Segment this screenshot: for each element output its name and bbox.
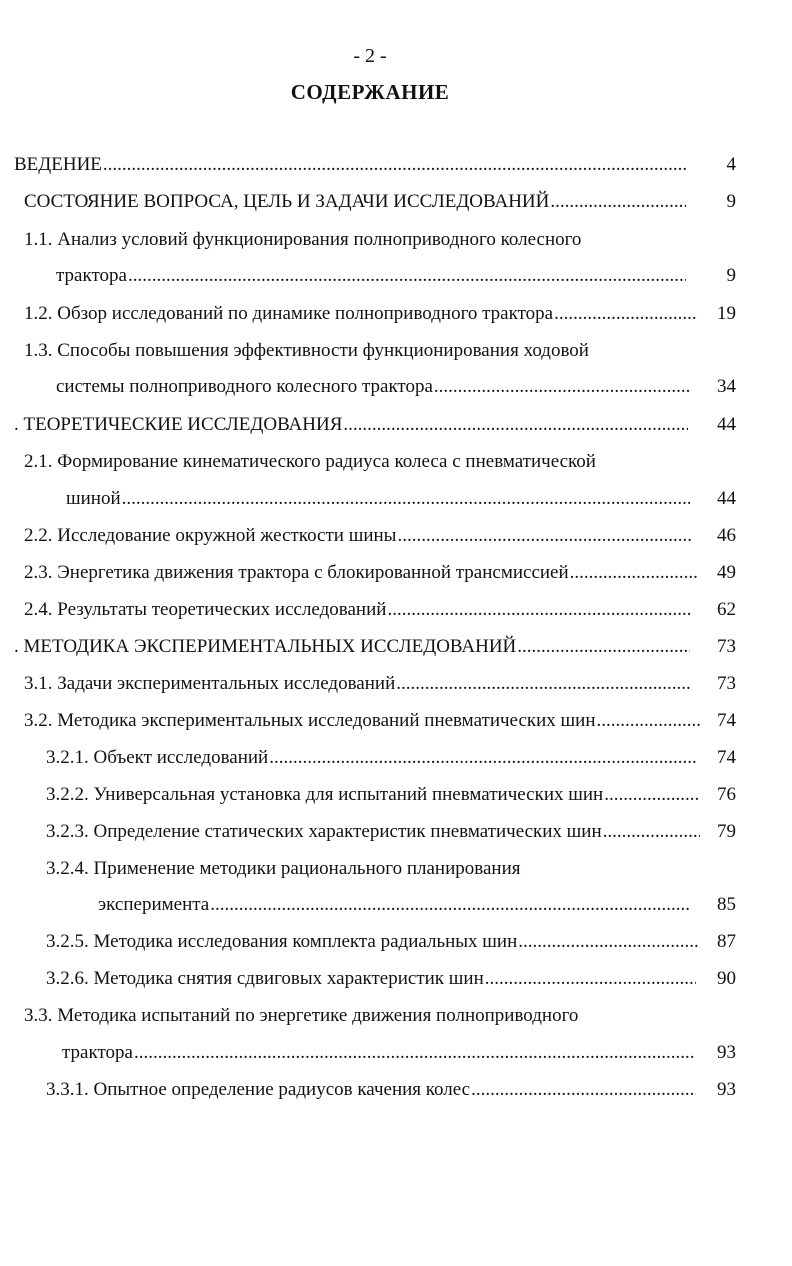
toc-entry-page: 44 [717,488,736,509]
toc-entry-page: 19 [717,303,736,324]
toc-entry-text: эксперимента [98,894,210,915]
toc-leader-dots [604,782,700,808]
toc-entry-text: шиной [66,488,121,509]
toc-entry-page: 9 [726,191,736,212]
toc-entry-page: 34 [717,376,736,397]
toc-leader-dots [103,152,686,178]
toc-entry-3-2-4-first-line: 3.2.4. Применение методики рационального планирования [46,858,521,879]
toc-entry-text: 2.4. Результаты теоретических исследований [24,599,387,620]
toc-entry-page: 62 [717,599,736,620]
toc-entry-1-1-first-line: 1.1. Анализ условий функционирования полноприводного колесного [24,229,582,250]
toc-leader-dots [517,634,690,660]
toc-entry-text: 3.2.2. Универсальная установка для испытаний пневматических шин [46,784,604,805]
toc-entry-text: 3.2.6. Методика снятия сдвиговых характеристик шин [46,968,484,989]
toc-leader-dots [343,412,688,438]
toc-entry-1-1 [56,263,686,289]
toc-entry-text: 3.2. Методика экспериментальных исследований пневматических шин [24,710,596,731]
toc-leader-dots [387,597,692,623]
toc-entry-page: 4 [726,154,736,175]
toc-leader-dots [518,929,698,955]
toc-entry-page: 85 [717,894,736,915]
toc-leader-dots [396,671,690,697]
toc-entry-chapter-2 [14,412,688,438]
toc-entry-2-3 [24,560,698,586]
toc-entry-page: 74 [717,710,736,731]
toc-entry-3-3-1 [46,1077,696,1103]
toc-entry-page: 74 [717,747,736,768]
toc-leader-dots [122,486,690,512]
toc-entry-text: . МЕТОДИКА ЭКСПЕРИМЕНТАЛЬНЫХ ИССЛЕДОВАНИЙ [14,636,517,657]
toc-leader-dots [128,263,686,289]
toc-entry-3-2-3 [46,819,700,845]
toc-entry-text: 3.2.1. Объект исследований [46,747,269,768]
toc-entry-page: 87 [717,931,736,952]
toc-entry-text: 3.3.1. Опытное определение радиусов качения колес [46,1079,471,1100]
toc-leader-dots [210,892,690,918]
toc-entry-chapter-1 [24,189,686,215]
toc-entry-3-1 [24,671,690,697]
toc-leader-dots [471,1077,696,1103]
toc-leader-dots [485,966,696,992]
toc-entry-1-2 [24,301,698,327]
toc-entry-3-2-5 [46,929,698,955]
toc-entry-3-2 [24,708,700,734]
toc-entry-3-3 [62,1040,694,1066]
toc-entry-text: 2.3. Энергетика движения трактора с блокированной трансмиссией [24,562,569,583]
toc-entry-3-2-2 [46,782,700,808]
toc-entry-page: 93 [717,1079,736,1100]
toc-entry-chapter-3 [14,634,690,660]
toc-entry-page: 93 [717,1042,736,1063]
toc-entry-page: 76 [717,784,736,805]
toc-entry-1-3 [56,374,690,400]
toc-entry-text: трактора [62,1042,133,1063]
toc-leader-dots [597,708,700,734]
toc-entry-3-2-6 [46,966,696,992]
toc-entry-intro [14,152,686,178]
page-title: СОДЕРЖАНИЕ [290,80,450,104]
toc-entry-page: 44 [717,414,736,435]
toc-entry-text: . ТЕОРЕТИЧЕСКИЕ ИССЛЕДОВАНИЯ [14,414,343,435]
toc-entry-2-1 [66,486,690,512]
toc-entry-text: 1.2. Обзор исследований по динамике полноприводного трактора [24,303,554,324]
toc-leader-dots [603,819,700,845]
toc-leader-dots [397,523,692,549]
page-number: - 2 - [353,45,387,67]
toc-entry-page: 46 [717,525,736,546]
toc-leader-dots [554,301,698,327]
toc-leader-dots [570,560,698,586]
toc-entry-3-2-1 [46,745,698,771]
toc-leader-dots [269,745,698,771]
toc-leader-dots [134,1040,694,1066]
toc-entry-2-2 [24,523,692,549]
toc-entry-page: 73 [717,636,736,657]
toc-entry-3-2-4 [98,892,690,918]
toc-entry-text: 3.2.3. Определение статических характеристик пневматических шин [46,821,602,842]
toc-entry-page: 90 [717,968,736,989]
toc-entry-2-1-first-line: 2.1. Формирование кинематического радиуса колеса с пневматической [24,451,596,472]
toc-entry-page: 79 [717,821,736,842]
toc-entry-page: 73 [717,673,736,694]
toc-entry-3-3-first-line: 3.3. Методика испытаний по энергетике движения полноприводного [24,1005,579,1026]
toc-entry-2-4 [24,597,692,623]
toc-entry-text: ВЕДЕНИЕ [14,154,102,175]
toc-entry-page: 9 [726,265,736,286]
toc-entry-text: СОСТОЯНИЕ ВОПРОСА, ЦЕЛЬ И ЗАДАЧИ ИССЛЕДОВАНИЙ [24,191,550,212]
toc-entry-text: 2.2. Исследование окружной жесткости шины [24,525,397,546]
toc-entry-text: системы полноприводного колесного трактора [56,376,433,397]
toc-leader-dots [434,374,690,400]
toc-entry-1-3-first-line: 1.3. Способы повышения эффективности функционирования ходовой [24,340,589,361]
toc-leader-dots [550,189,686,215]
toc-entry-text: трактора [56,265,127,286]
toc-entry-text: 3.2.5. Методика исследования комплекта радиальных шин [46,931,518,952]
toc-entry-page: 49 [717,562,736,583]
toc-entry-text: 3.1. Задачи экспериментальных исследований [24,673,396,694]
